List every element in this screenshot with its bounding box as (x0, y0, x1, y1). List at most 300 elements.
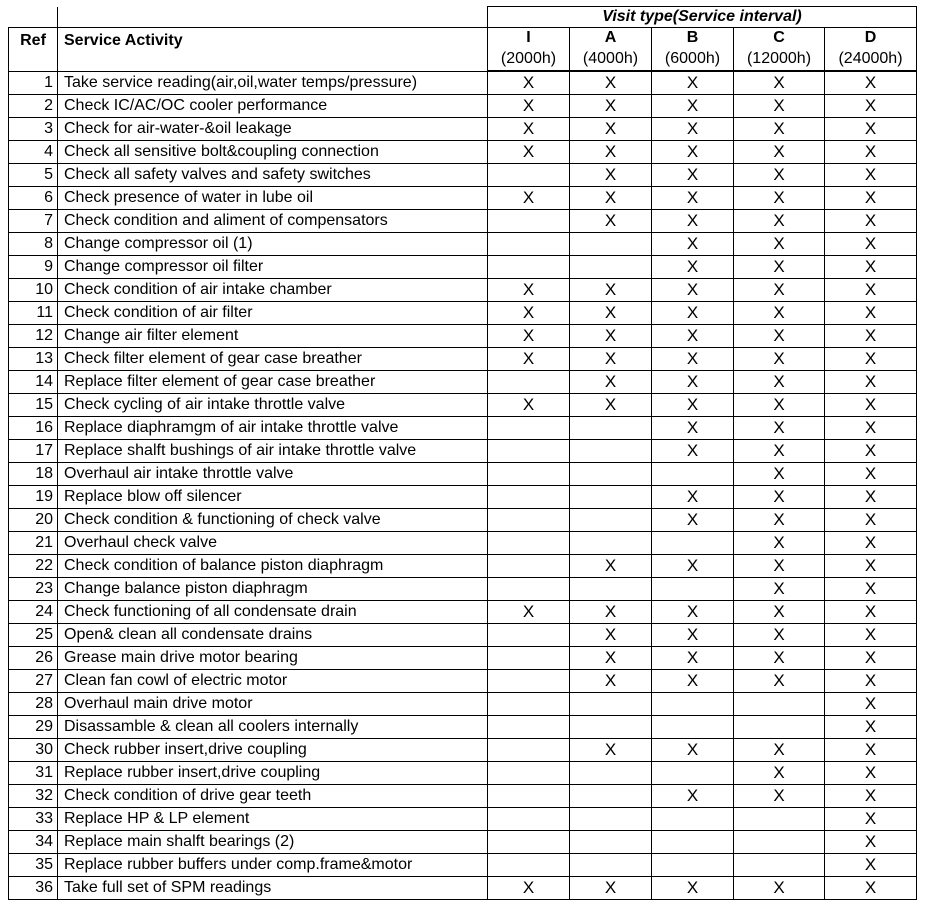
mark-cell-d: X (825, 141, 917, 164)
row-ref-number: 6 (9, 187, 58, 210)
mark-cell-b (652, 831, 734, 854)
mark-cell-c: X (734, 532, 825, 555)
table-row (9, 486, 917, 509)
table-row (9, 417, 917, 440)
mark-cell-c (734, 716, 825, 739)
mark-cell-b: X (652, 555, 734, 578)
row-ref-number: 31 (9, 762, 58, 785)
table-row (9, 716, 917, 739)
mark-cell-c: X (734, 762, 825, 785)
mark-cell-b: X (652, 440, 734, 463)
table-row (9, 394, 917, 417)
mark-cell-a: X (570, 555, 652, 578)
table-row (9, 71, 917, 95)
row-ref-number: 30 (9, 739, 58, 762)
table-row (9, 256, 917, 279)
mark-cell-d: X (825, 693, 917, 716)
mark-cell-i (488, 693, 570, 716)
table-row (9, 693, 917, 716)
mark-cell-b: X (652, 601, 734, 624)
table-row (9, 762, 917, 785)
row-service-activity: Check condition and aliment of compensators (58, 210, 488, 233)
mark-cell-a: X (570, 624, 652, 647)
mark-cell-i: X (488, 71, 570, 95)
row-ref-number: 16 (9, 417, 58, 440)
row-ref-number: 15 (9, 394, 58, 417)
mark-cell-d: X (825, 256, 917, 279)
row-ref-number: 9 (9, 256, 58, 279)
mark-cell-i: X (488, 302, 570, 325)
mark-cell-i (488, 578, 570, 601)
mark-cell-c: X (734, 463, 825, 486)
mark-cell-b: X (652, 95, 734, 118)
table-row (9, 210, 917, 233)
table-row (9, 739, 917, 762)
table-row (9, 118, 917, 141)
row-ref-number: 3 (9, 118, 58, 141)
visit-code-d: D (825, 28, 917, 49)
table-row (9, 233, 917, 256)
row-service-activity: Check IC/AC/OC cooler performance (58, 95, 488, 118)
mark-cell-c: X (734, 647, 825, 670)
mark-cell-d: X (825, 279, 917, 302)
row-ref-number: 35 (9, 854, 58, 877)
mark-cell-d: X (825, 716, 917, 739)
mark-cell-d: X (825, 670, 917, 693)
mark-cell-i (488, 762, 570, 785)
row-ref-number: 8 (9, 233, 58, 256)
mark-cell-c: X (734, 486, 825, 509)
row-service-activity: Change compressor oil (1) (58, 233, 488, 256)
header-blank-ref (9, 7, 58, 28)
mark-cell-d: X (825, 463, 917, 486)
mark-cell-a (570, 716, 652, 739)
mark-cell-d: X (825, 187, 917, 210)
mark-cell-b (652, 716, 734, 739)
row-service-activity: Check all sensitive bolt&coupling connection (58, 141, 488, 164)
mark-cell-d: X (825, 486, 917, 509)
row-ref-number: 25 (9, 624, 58, 647)
row-ref-number: 2 (9, 95, 58, 118)
mark-cell-a (570, 693, 652, 716)
mark-cell-c: X (734, 785, 825, 808)
mark-cell-d: X (825, 440, 917, 463)
row-ref-number: 11 (9, 302, 58, 325)
row-service-activity: Check presence of water in lube oil (58, 187, 488, 210)
table-row (9, 440, 917, 463)
row-ref-number: 28 (9, 693, 58, 716)
row-service-activity: Check condition & functioning of check valve (58, 509, 488, 532)
mark-cell-i: X (488, 348, 570, 371)
mark-cell-b: X (652, 486, 734, 509)
row-ref-number: 34 (9, 831, 58, 854)
mark-cell-d: X (825, 601, 917, 624)
row-ref-number: 1 (9, 71, 58, 95)
mark-cell-i: X (488, 325, 570, 348)
visit-interval-d: (24000h) (825, 48, 917, 71)
mark-cell-b: X (652, 302, 734, 325)
mark-cell-d: X (825, 210, 917, 233)
mark-cell-i: X (488, 187, 570, 210)
row-ref-number: 12 (9, 325, 58, 348)
mark-cell-b: X (652, 647, 734, 670)
header-blank-activity (58, 7, 488, 28)
mark-cell-c: X (734, 739, 825, 762)
row-ref-number: 10 (9, 279, 58, 302)
mark-cell-d: X (825, 118, 917, 141)
mark-cell-b: X (652, 279, 734, 302)
mark-cell-a: X (570, 394, 652, 417)
mark-cell-d: X (825, 854, 917, 877)
mark-cell-c: X (734, 601, 825, 624)
mark-cell-d: X (825, 325, 917, 348)
mark-cell-i: X (488, 95, 570, 118)
row-ref-number: 5 (9, 164, 58, 187)
row-ref-number: 24 (9, 601, 58, 624)
row-service-activity: Replace shalft bushings of air intake throttle valve (58, 440, 488, 463)
row-service-activity: Open& clean all condensate drains (58, 624, 488, 647)
mark-cell-b: X (652, 210, 734, 233)
mark-cell-i (488, 716, 570, 739)
mark-cell-a (570, 417, 652, 440)
mark-cell-c: X (734, 440, 825, 463)
mark-cell-d: X (825, 164, 917, 187)
table-row (9, 141, 917, 164)
mark-cell-c: X (734, 256, 825, 279)
mark-cell-d: X (825, 762, 917, 785)
mark-cell-d: X (825, 95, 917, 118)
mark-cell-i (488, 463, 570, 486)
mark-cell-b: X (652, 233, 734, 256)
row-service-activity: Replace rubber buffers under comp.frame&motor (58, 854, 488, 877)
mark-cell-c: X (734, 670, 825, 693)
row-service-activity: Disassamble & clean all coolers internally (58, 716, 488, 739)
table-row (9, 808, 917, 831)
row-service-activity: Overhaul check valve (58, 532, 488, 555)
visit-type-heading: Visit type(Service interval) (488, 7, 917, 28)
mark-cell-i (488, 808, 570, 831)
row-ref-number: 27 (9, 670, 58, 693)
mark-cell-a: X (570, 325, 652, 348)
mark-cell-a: X (570, 348, 652, 371)
row-ref-number: 7 (9, 210, 58, 233)
row-ref-number: 26 (9, 647, 58, 670)
mark-cell-i (488, 210, 570, 233)
mark-cell-c (734, 693, 825, 716)
ref-column-heading: Ref (9, 28, 58, 72)
visit-interval-i: (2000h) (488, 48, 570, 71)
row-service-activity: Overhaul main drive motor (58, 693, 488, 716)
mark-cell-i (488, 624, 570, 647)
table-body (9, 71, 917, 900)
visit-interval-c: (12000h) (734, 48, 825, 71)
visit-interval-a: (4000h) (570, 48, 652, 71)
row-service-activity: Change balance piston diaphragm (58, 578, 488, 601)
visit-code-c: C (734, 28, 825, 49)
visit-code-i: I (488, 28, 570, 49)
table-row (9, 348, 917, 371)
mark-cell-d: X (825, 877, 917, 900)
mark-cell-d: X (825, 302, 917, 325)
mark-cell-i: X (488, 877, 570, 900)
mark-cell-i: X (488, 141, 570, 164)
mark-cell-d: X (825, 348, 917, 371)
mark-cell-a (570, 578, 652, 601)
mark-cell-a: X (570, 877, 652, 900)
row-service-activity: Check condition of air intake chamber (58, 279, 488, 302)
mark-cell-d: X (825, 509, 917, 532)
table-row (9, 279, 917, 302)
row-service-activity: Take full set of SPM readings (58, 877, 488, 900)
mark-cell-a: X (570, 647, 652, 670)
row-service-activity: Take service reading(air,oil,water temps/pressure) (58, 71, 488, 95)
mark-cell-a: X (570, 187, 652, 210)
mark-cell-c: X (734, 164, 825, 187)
mark-cell-i (488, 555, 570, 578)
mark-cell-a: X (570, 371, 652, 394)
table-row (9, 831, 917, 854)
table-row (9, 877, 917, 900)
mark-cell-a (570, 808, 652, 831)
row-service-activity: Change compressor oil filter (58, 256, 488, 279)
table-row (9, 647, 917, 670)
mark-cell-a: X (570, 210, 652, 233)
service-schedule-table (8, 6, 917, 900)
mark-cell-i (488, 532, 570, 555)
mark-cell-d: X (825, 394, 917, 417)
mark-cell-a (570, 486, 652, 509)
mark-cell-d: X (825, 785, 917, 808)
mark-cell-a: X (570, 302, 652, 325)
row-ref-number: 29 (9, 716, 58, 739)
table-row (9, 670, 917, 693)
mark-cell-i (488, 486, 570, 509)
mark-cell-b: X (652, 187, 734, 210)
mark-cell-a (570, 233, 652, 256)
row-ref-number: 32 (9, 785, 58, 808)
row-ref-number: 17 (9, 440, 58, 463)
mark-cell-b: X (652, 394, 734, 417)
mark-cell-a (570, 854, 652, 877)
mark-cell-b (652, 693, 734, 716)
mark-cell-i: X (488, 118, 570, 141)
mark-cell-b: X (652, 71, 734, 95)
mark-cell-b: X (652, 141, 734, 164)
mark-cell-i: X (488, 601, 570, 624)
mark-cell-d: X (825, 808, 917, 831)
mark-cell-i (488, 831, 570, 854)
mark-cell-a: X (570, 739, 652, 762)
table-row (9, 854, 917, 877)
row-service-activity: Replace rubber insert,drive coupling (58, 762, 488, 785)
table-header (9, 7, 917, 72)
mark-cell-a: X (570, 141, 652, 164)
mark-cell-i (488, 164, 570, 187)
mark-cell-a (570, 532, 652, 555)
mark-cell-b: X (652, 670, 734, 693)
table-row (9, 95, 917, 118)
row-service-activity: Replace blow off silencer (58, 486, 488, 509)
row-ref-number: 22 (9, 555, 58, 578)
mark-cell-c: X (734, 877, 825, 900)
row-service-activity: Check functioning of all condensate drain (58, 601, 488, 624)
mark-cell-i (488, 739, 570, 762)
table-row (9, 463, 917, 486)
mark-cell-i (488, 647, 570, 670)
mark-cell-c: X (734, 302, 825, 325)
mark-cell-c: X (734, 187, 825, 210)
mark-cell-b (652, 532, 734, 555)
row-service-activity: Clean fan cowl of electric motor (58, 670, 488, 693)
mark-cell-d: X (825, 555, 917, 578)
table-row (9, 371, 917, 394)
row-service-activity: Check condition of balance piston diaphragm (58, 555, 488, 578)
mark-cell-d: X (825, 371, 917, 394)
mark-cell-i (488, 509, 570, 532)
mark-cell-d: X (825, 647, 917, 670)
mark-cell-a (570, 463, 652, 486)
mark-cell-c: X (734, 394, 825, 417)
mark-cell-b: X (652, 624, 734, 647)
mark-cell-a (570, 762, 652, 785)
mark-cell-b (652, 463, 734, 486)
row-ref-number: 36 (9, 877, 58, 900)
row-service-activity: Grease main drive motor bearing (58, 647, 488, 670)
mark-cell-c: X (734, 555, 825, 578)
mark-cell-b: X (652, 256, 734, 279)
mark-cell-i: X (488, 279, 570, 302)
mark-cell-a: X (570, 670, 652, 693)
mark-cell-c: X (734, 118, 825, 141)
mark-cell-b (652, 854, 734, 877)
mark-cell-b: X (652, 739, 734, 762)
mark-cell-i: X (488, 394, 570, 417)
mark-cell-c: X (734, 348, 825, 371)
mark-cell-c (734, 854, 825, 877)
row-ref-number: 33 (9, 808, 58, 831)
mark-cell-c: X (734, 71, 825, 95)
mark-cell-c: X (734, 509, 825, 532)
row-service-activity: Replace HP & LP element (58, 808, 488, 831)
mark-cell-b: X (652, 509, 734, 532)
row-service-activity: Check for air-water-&oil leakage (58, 118, 488, 141)
mark-cell-a (570, 831, 652, 854)
mark-cell-i (488, 256, 570, 279)
table-row (9, 187, 917, 210)
mark-cell-i (488, 371, 570, 394)
mark-cell-c: X (734, 141, 825, 164)
row-service-activity: Replace main shalft bearings (2) (58, 831, 488, 854)
mark-cell-d: X (825, 739, 917, 762)
mark-cell-a (570, 440, 652, 463)
mark-cell-c: X (734, 578, 825, 601)
mark-cell-b (652, 762, 734, 785)
mark-cell-c: X (734, 624, 825, 647)
mark-cell-d: X (825, 417, 917, 440)
mark-cell-b: X (652, 118, 734, 141)
mark-cell-a: X (570, 95, 652, 118)
row-ref-number: 18 (9, 463, 58, 486)
mark-cell-b: X (652, 348, 734, 371)
mark-cell-c: X (734, 210, 825, 233)
row-service-activity: Check rubber insert,drive coupling (58, 739, 488, 762)
mark-cell-i (488, 670, 570, 693)
activity-column-heading: Service Activity (58, 28, 488, 72)
mark-cell-a: X (570, 118, 652, 141)
row-service-activity: Check cycling of air intake throttle valve (58, 394, 488, 417)
row-service-activity: Overhaul air intake throttle valve (58, 463, 488, 486)
table-row (9, 601, 917, 624)
table-row (9, 624, 917, 647)
row-ref-number: 4 (9, 141, 58, 164)
mark-cell-c: X (734, 95, 825, 118)
mark-cell-d: X (825, 624, 917, 647)
visit-code-b: B (652, 28, 734, 49)
mark-cell-c: X (734, 417, 825, 440)
mark-cell-i (488, 854, 570, 877)
row-ref-number: 21 (9, 532, 58, 555)
row-ref-number: 19 (9, 486, 58, 509)
row-service-activity: Check condition of air filter (58, 302, 488, 325)
mark-cell-b: X (652, 877, 734, 900)
mark-cell-a (570, 785, 652, 808)
row-ref-number: 23 (9, 578, 58, 601)
mark-cell-b: X (652, 785, 734, 808)
mark-cell-i (488, 233, 570, 256)
row-service-activity: Check all safety valves and safety switches (58, 164, 488, 187)
table-row (9, 509, 917, 532)
mark-cell-c: X (734, 371, 825, 394)
table-row (9, 325, 917, 348)
mark-cell-b: X (652, 325, 734, 348)
table-row (9, 555, 917, 578)
mark-cell-b (652, 808, 734, 831)
mark-cell-c: X (734, 233, 825, 256)
mark-cell-i (488, 417, 570, 440)
service-schedule-container (8, 6, 917, 900)
row-service-activity: Replace diaphramgm of air intake throttle valve (58, 417, 488, 440)
mark-cell-d: X (825, 532, 917, 555)
visit-code-a: A (570, 28, 652, 49)
visit-interval-b: (6000h) (652, 48, 734, 71)
row-ref-number: 20 (9, 509, 58, 532)
row-service-activity: Replace filter element of gear case breather (58, 371, 488, 394)
mark-cell-d: X (825, 71, 917, 95)
mark-cell-a: X (570, 71, 652, 95)
row-service-activity: Change air filter element (58, 325, 488, 348)
mark-cell-c: X (734, 279, 825, 302)
mark-cell-d: X (825, 831, 917, 854)
mark-cell-a: X (570, 279, 652, 302)
mark-cell-a (570, 509, 652, 532)
mark-cell-a: X (570, 601, 652, 624)
table-row (9, 578, 917, 601)
table-row (9, 164, 917, 187)
mark-cell-c (734, 808, 825, 831)
mark-cell-d: X (825, 578, 917, 601)
row-service-activity: Check condition of drive gear teeth (58, 785, 488, 808)
table-row (9, 532, 917, 555)
mark-cell-b: X (652, 371, 734, 394)
mark-cell-b: X (652, 417, 734, 440)
mark-cell-c: X (734, 325, 825, 348)
mark-cell-a: X (570, 164, 652, 187)
mark-cell-a (570, 256, 652, 279)
mark-cell-d: X (825, 233, 917, 256)
table-row (9, 302, 917, 325)
mark-cell-i (488, 440, 570, 463)
row-ref-number: 13 (9, 348, 58, 371)
